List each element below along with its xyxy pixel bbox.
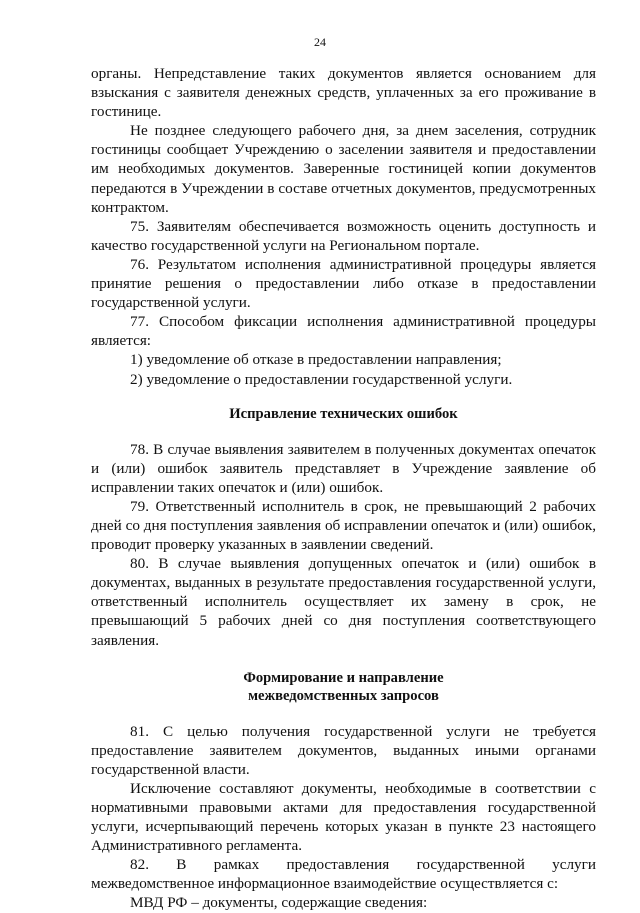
- paragraph-82: 82. В рамках предоставления государственной услуги межведомственное информационное взаимодействие осуществляется с:: [91, 856, 596, 893]
- list-item-2: 2) уведомление о предоставлении государственной услуги.: [130, 370, 513, 388]
- paragraph-81: 81. С целью получения государственной услуги не требуется предоставление заявителем документов, выданных иными органами государственной власти.: [91, 722, 596, 778]
- page-number: 24: [314, 35, 326, 49]
- paragraph-80: 80. В случае выявления допущенных опечаток и (или) ошибок в документах, выданных в результате предоставления государственной услуги, ответственный исполнитель осуществляет их замену в срок, не превышающий 5 рабочих дней со дня поступления соответствующего заявления.: [91, 555, 596, 649]
- heading-line-1: Формирование и направление: [243, 669, 444, 686]
- paragraph-79: 79. Ответственный исполнитель в срок, не превышающий 2 рабочих дней со дня поступления заявления об исправлении опечаток и (или) ошибок, проводит проверку указанных в заявлении сведений.: [91, 497, 596, 554]
- paragraph-continuation: органы. Непредставление таких документов является основанием для взыскания с заявителя денежных средств, уплаченных за его проживание в гостинице.: [91, 65, 596, 121]
- section-heading-technical-errors: Исправление технических ошибок: [229, 405, 458, 422]
- paragraph-78: 78. В случае выявления заявителем в полученных документах опечаток и (или) ошибок заявитель представляет в Учреждение заявление об исправлении таких опечаток и (или) ошибок.: [91, 440, 596, 496]
- paragraph-hotel-notification: Не позднее следующего рабочего дня, за днем заселения, сотрудник гостиницы сообщает Учреждению о заселении заявителя и предоставлении им необходимых документов. Заверенные гостиницей копии документов передаются в Учреждении в составе отчетных документов, предусмотренных контрактом.: [91, 122, 596, 216]
- paragraph-exception: Исключение составляют документы, необходимые в соответствии с нормативными правовыми актами для предоставления государственной услуги, исчерпывающий перечень которых указан в пункте 23 настоящего Административного регламента.: [91, 779, 596, 855]
- document-body: [91, 64, 596, 913]
- paragraph-77: 77. Способом фиксации исполнения административной процедуры является:: [91, 313, 596, 350]
- list-item-1: 1) уведомление об отказе в предоставлении направления;: [130, 351, 502, 369]
- paragraph-mvd: МВД РФ – документы, содержащие сведения:: [130, 894, 428, 912]
- heading-line-2: межведомственных запросов: [248, 687, 439, 704]
- paragraph-76: 76. Результатом исполнения административной процедуры является принятие решения о предоставлении либо отказе в предоставлении государственной услуги.: [91, 255, 596, 312]
- section-heading-interagency-requests: [91, 669, 596, 705]
- paragraph-75: 75. Заявителям обеспечивается возможность оценить доступность и качество государственной услуги на Региональном портале.: [91, 217, 596, 254]
